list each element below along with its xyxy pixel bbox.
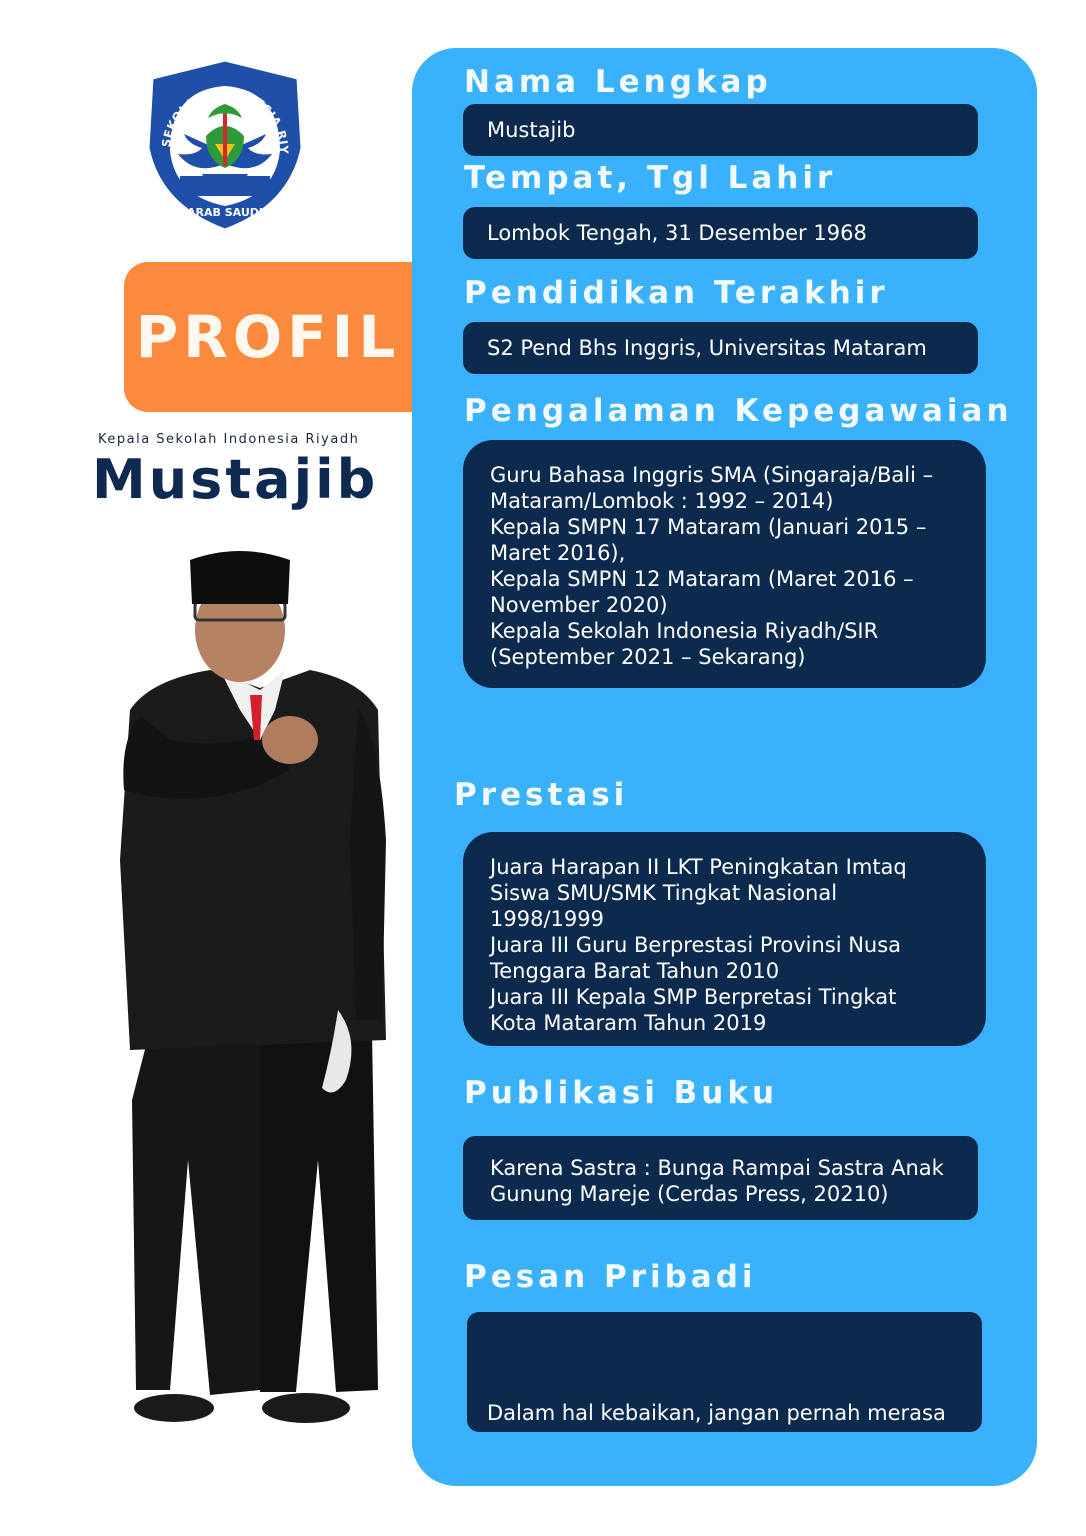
school-emblem-icon — [140, 56, 310, 234]
list-item: Juara III Guru Berprestasi Provinsi Nusa — [490, 933, 902, 957]
ttl-value: Lombok Tengah, 31 Desember 1968 — [487, 221, 867, 245]
person-subtitle: Kepala Sekolah Indonesia Riyadh — [98, 432, 360, 447]
school-logo — [140, 56, 310, 234]
list-item: Dalam hal kebaikan, jangan pernah merasa — [487, 1401, 946, 1425]
list-item: Maret 2016), — [490, 541, 626, 565]
list-item: (September 2021 – Sekarang) — [490, 645, 806, 669]
nama-heading: Nama Lengkap — [464, 64, 772, 100]
person-figure-icon — [110, 540, 410, 1440]
list-item: Juara III Kepala SMP Berpretasi Tingkat — [490, 985, 897, 1009]
list-item: 1998/1999 — [490, 907, 604, 931]
publikasi-box — [463, 1136, 978, 1220]
list-item: Gunung Mareje (Cerdas Press, 20210) — [490, 1182, 889, 1206]
list-item: Mataram/Lombok : 1992 – 2014) — [490, 489, 834, 513]
list-item: Karena Sastra : Bunga Rampai Sastra Anak — [490, 1156, 944, 1180]
person-name: Mustajib — [92, 448, 379, 511]
list-item: Kepala SMPN 17 Mataram (Januari 2015 – — [490, 515, 927, 539]
list-item: Guru Bahasa Inggris SMA (Singaraja/Bali – — [490, 463, 934, 487]
list-item: Kepala SMPN 12 Mataram (Maret 2016 – — [490, 567, 914, 591]
ttl-heading: Tempat, Tgl Lahir — [464, 160, 837, 196]
list-item: puas — [487, 1479, 538, 1503]
publikasi-heading: Publikasi Buku — [464, 1075, 779, 1111]
pesan-box — [467, 1312, 982, 1503]
list-item: Kota Mataram Tahun 2019 — [490, 1011, 767, 1035]
list-item: Juara Harapan II LKT Peningkatan Imtaq — [490, 855, 907, 879]
logo-top-text: SEKOLAH INDONESIA RIY — [159, 84, 292, 154]
pengalaman-heading: Pengalaman Kepegawaian — [464, 393, 1013, 429]
pengalaman-box — [463, 440, 986, 688]
pendidikan-value: S2 Pend Bhs Inggris, Universitas Mataram — [487, 336, 927, 360]
nama-box — [463, 104, 978, 156]
logo-bottom-text: ARAB SAUDI — [187, 206, 263, 219]
nama-value: Mustajib — [487, 118, 576, 142]
pendidikan-box — [463, 322, 978, 374]
prestasi-heading: Prestasi — [454, 777, 629, 813]
profil-title: PROFIL — [135, 303, 401, 371]
list-item: November 2020) — [490, 593, 668, 617]
list-item: Tenggara Barat Tahun 2010 — [490, 959, 780, 983]
person-photo — [110, 540, 410, 1440]
pendidikan-heading: Pendidikan Terakhir — [464, 275, 889, 311]
pesan-heading: Pesan Pribadi — [464, 1259, 757, 1295]
prestasi-box — [463, 832, 986, 1046]
list-item: Siswa SMU/SMK Tingkat Nasional — [490, 881, 838, 905]
ttl-box — [463, 207, 978, 259]
list-item: Kepala Sekolah Indonesia Riyadh/SIR — [490, 619, 879, 643]
